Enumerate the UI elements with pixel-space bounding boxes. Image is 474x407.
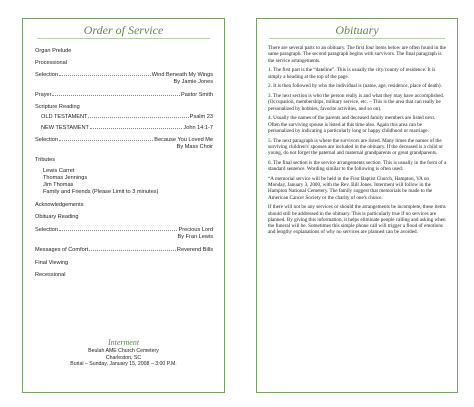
final-viewing: Final Viewing [35,260,69,266]
interment-line-1: Beulah AME Church Cemetery [88,348,159,354]
leader-dots [52,94,179,96]
order-of-service-title: Order of Service [83,23,164,37]
messages-row [35,247,213,254]
service-example: “A memorial service will be held in the First Baptist Church, Hampton, VA on Monday, January 3, 2000, with the Rev. Bill Jones. Interment will follow in the Hampton National Cemetery. The family suggest that memorials be made to the American Cancer Society or the charity of one's choice. [268,175,433,201]
selection-1-label: Selection [35,72,59,78]
selection-3-value: Precious Lord [178,227,213,233]
selection-1-row [35,72,213,79]
old-testament-label: OLD TESTAMENT [41,114,88,120]
interment-title: Interment [107,338,140,347]
scripture-reading: Scripture Reading [35,104,80,110]
tribute-1: Lewis Carret [43,168,75,174]
tribute-4: Family and Friends (Please Limit to 3 minutes) [43,189,159,195]
leader-dots [89,249,176,251]
obituary-page [256,18,458,393]
leader-dots [88,116,188,118]
new-testament-value: John 14:1-7 [183,125,213,131]
prayer-value: Pastor Smith [180,92,213,98]
selection-1-by: By Jamie Jones [173,79,213,85]
old-testament-row [35,114,213,121]
selection-1-value: Wind Beneath My Wings [151,72,213,78]
messages-value: Reverend Bills [176,247,213,253]
obituary-item-2: 2. It is then followed by who the individual is (name, age, residence, place of death). [268,83,442,90]
obituary-item-1: 1. The first part is the “dateline”. This is usually the city/county of residence. It is simply a heading at the top of the page. [268,67,436,80]
selection-2-by: By Mass Choir [176,144,213,150]
tribute-2: Thomas Jennings [43,175,88,181]
title-divider [37,38,210,39]
new-testament-label: NEW TESTAMENT [41,125,89,131]
old-testament-value: Psalm 23 [189,114,213,120]
obituary-title: Obituary [335,23,379,37]
selection-3-by: By Fran Lewis [177,234,213,240]
leader-dots [59,74,151,76]
recessional: Recessional [35,272,66,278]
obituary-intro: There are several parts to an obituary. The first four items below are often found in the same paragraph. The second paragraph begins with survivors. The final paragraph is the service arrangements. [268,45,446,64]
selection-2-label: Selection [35,137,59,143]
tributes: Tributes [35,157,55,163]
no-services-note: If there will not be any services or should the arrangements be incomplete, these items should still be addressed in the obituary. This is particularly true if no services are planned. By giving this information, it helps eliminate people calling and asking when the funeral will be. Sometimes this simple phone call will trigger a flood of emotions and lengthy explanations of why no services are planned can be avoided. [268,204,446,236]
prayer-row [35,92,213,99]
new-testament-row [35,125,213,132]
obituary-item-5: 5. The next paragraph is where the survivors are listed. Many times the names of the surviving children's' spouses are included in the obituary. If the deceased is a child or young, do not forget the paternal and maternal grandparents or great grandparents. [268,137,443,156]
interment-line-3: Burial – Sunday, January 15, 2008 – 3:00 P.M. [70,361,177,367]
selection-3-label: Selection [35,227,59,233]
tribute-3: Jim Thomas [43,182,74,188]
order-of-service-page [22,18,225,393]
leader-dots [59,229,177,231]
title-divider [269,38,445,39]
prayer-label: Prayer [35,92,52,98]
messages-label: Messages of Comfort [35,247,89,253]
leader-dots [59,139,153,141]
selection-3-row [35,227,213,234]
obituary-item-3: 3. The next section is who the person really is and what they may have accomplished. (Occupation, memberships, military service, etc. – This is the area that can really be personalized by hobbies, favorite activities, and so on). [268,93,445,112]
interment-details [23,348,224,368]
obituary-item-4: 4. Usually the names of the parents and deceased family members are listed next. Often the surviving spouse is listed at this time also. Again this area can be personalized by indicating a particularly long or happy childhood or marriage. [268,115,436,134]
selection-2-value: Because You Loved Me [154,137,213,143]
selection-2-row [35,137,213,144]
obituary-item-6: 6. The final section is the service arrangements section. This is usually in the form of a standard sentence. Wording similar to the following is often used: [268,159,447,172]
obituary-body [268,45,448,239]
organ-prelude: Organ Prelude [35,48,72,54]
acknowledgements: Acknowledgements [35,202,84,208]
processional: Processional [35,60,68,66]
leader-dots [90,127,182,129]
interment-line-2: Charleston, SC [105,354,142,361]
obituary-reading: Obituary Reading [35,214,79,220]
